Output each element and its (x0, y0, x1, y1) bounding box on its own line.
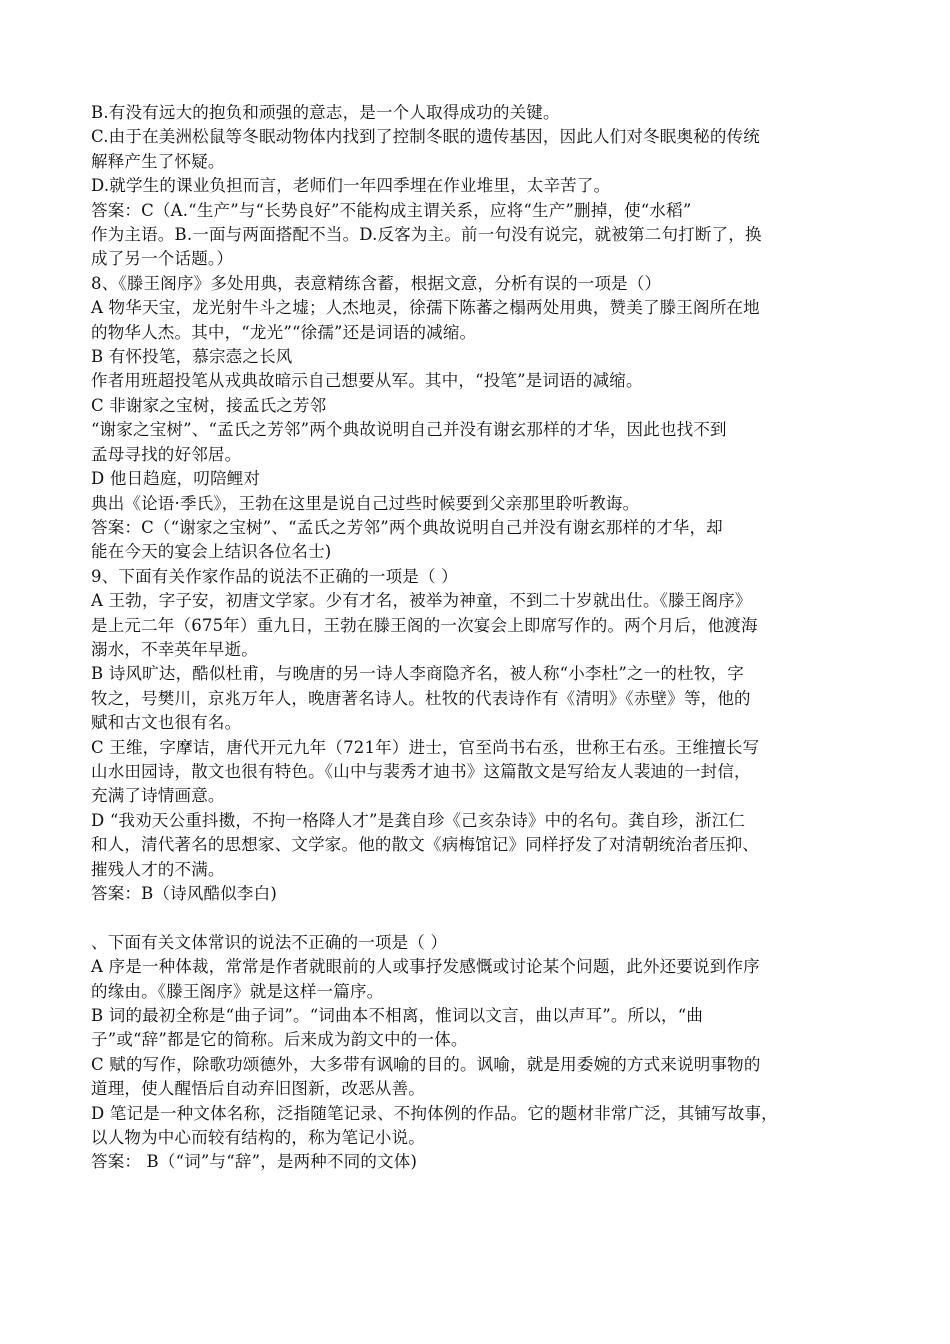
text-line: B 有怀投笔，慕宗悫之长风 (91, 347, 293, 367)
text-line: 的物华人杰。其中，“龙光”“徐孺”还是词语的减缩。 (91, 322, 477, 342)
text-line: 和人，清代著名的思想家、文学家。他的散文《病梅馆记》同样抒发了对清朝统治者压抑、 (91, 835, 759, 855)
text-line: 孟母寻找的好邻居。 (91, 444, 242, 464)
text-line: A 王勃，字子安，初唐文学家。少有才名，被举为神童，不到二十岁就出仕。《滕王阁序》 (91, 591, 752, 611)
text-line: A 序是一种体裁，常常是作者就眼前的人或事抒发感慨或讨论某个问题，此外还要说到作序 (91, 957, 760, 977)
text-line: D 他日趋庭，叨陪鲤对 (91, 469, 261, 489)
text-line: 答案： B（“词”与“辞”，是两种不同的文体) (91, 1152, 418, 1172)
text-line: 、下面有关文体常识的说法不正确的一项是（ ） (91, 932, 448, 952)
text-line: 答案：B（诗风酷似李白) (91, 884, 277, 903)
text-line: 充满了诗情画意。 (91, 786, 225, 806)
text-line: 8、《滕王阁序》多处用典，表意精练含蓄，根据文意，分析有误的一项是（） (91, 273, 662, 293)
text-line: 解释产生了怀疑。 (91, 151, 225, 171)
blank-line (91, 906, 871, 930)
text-line: 9、下面有关作家作品的说法不正确的一项是（ ） (91, 566, 458, 586)
text-line: 典出《论语·季氏》，王勃在这里是说自己过些时候要到父亲那里聆听教诲。 (91, 493, 640, 513)
text-line: C 赋的写作，除歌功颂德外，大多带有讽喻的目的。讽喻，就是用委婉的方式来说明事物的 (91, 1054, 761, 1074)
text-line: 的缘由。《滕王阁序》就是这样一篇序。 (91, 981, 384, 1001)
text-line: A 物华天宝，龙光射牛斗之墟；人杰地灵，徐孺下陈蕃之榻两处用典，赞美了滕王阁所在地 (91, 298, 760, 318)
text-line: 牧之，号樊川，京兆万年人，晚唐著名诗人。杜牧的代表诗作有《清明》《赤壁》等，他的 (91, 688, 751, 708)
text-line: D.就学生的课业负担而言，老师们一年四季埋在作业堆里，太辛苦了。 (91, 176, 611, 196)
text-line: 山水田园诗，散文也很有特色。《山中与裴秀才迪书》这篇散文是写给友人裴迪的一封信， (91, 761, 751, 781)
text-line: D “我劝天公重抖擞，不拘一格降人才”是龚自珍《己亥杂诗》中的名句。龚自珍，浙江仁 (91, 810, 746, 830)
text-line: 作为主语。B.一面与两面搭配不当。D.反客为主。前一句没有说完，就被第二句打断了，换 (91, 225, 762, 245)
text-line: 是上元二年（675年）重九日，王勃在滕王阁的一次宴会上即席写作的。两个月后，他渡海 (91, 615, 758, 635)
text-line: 答案：C（“谢家之宝树”、“孟氏之芳邻”两个典故说明自己并没有谢玄那样的才华，却 (91, 517, 723, 537)
text-line: C.由于在美洲松鼠等冬眠动物体内找到了控制冬眠的遗传基因，因此人们对冬眠奥秘的传统 (91, 127, 760, 147)
text-line: 摧残人才的不满。 (91, 859, 225, 879)
text-line: B 词的最初全称是“曲子词”。“词曲本不相离，惟词以文言，曲以声耳”。所以，“曲 (91, 1006, 704, 1026)
text-line: B.有没有远大的抱负和顽强的意志，是一个人取得成功的关键。 (91, 103, 560, 122)
text-line: C 王维，字摩诘，唐代开元九年（721年）进士，官至尚书右丞，世称王右丞。王维擅长写 (91, 737, 760, 757)
text-line: C 非谢家之宝树，接孟氏之芳邻 (91, 395, 327, 415)
text-line: 道理，使人醒悟后自动弃旧图新，改恶从善。 (91, 1079, 425, 1099)
text-line: B 诗风旷达，酷似杜甫，与晚唐的另一诗人李商隐齐名，被人称“小李杜”之一的杜牧，字 (91, 664, 744, 684)
text-line: 答案：C（A.“生产”与“长势良好”不能构成主谓关系，应将“生产”删掉，使“水稻” (91, 200, 692, 220)
text-line: 赋和古文也很有名。 (91, 713, 242, 733)
text-line: 能在今天的宴会上结识各位名士) (91, 542, 332, 562)
text-line: “谢家之宝树”、“孟氏之芳邻”两个典故说明自己并没有谢玄那样的才华，因此也找不到 (91, 420, 727, 440)
text-line: 以人物为中心而较有结构的，称为笔记小说。 (91, 1128, 425, 1148)
text-line: 子”或“辞”都是它的简称。后来成为韵文中的一体。 (91, 1030, 468, 1050)
text-line: 溺水，不幸英年早逝。 (91, 639, 258, 659)
text-line: 作者用班超投笔从戎典故暗示自己想要从军。其中，“投笔”是词语的减缩。 (91, 371, 643, 391)
text-line: 成了另一个话题。） (91, 249, 234, 269)
text-line: D 笔记是一种文体名称，泛指随笔记录、不拘体例的作品。它的题材非常广泛，其铺写故事， (91, 1103, 778, 1123)
document-body (91, 101, 871, 1175)
